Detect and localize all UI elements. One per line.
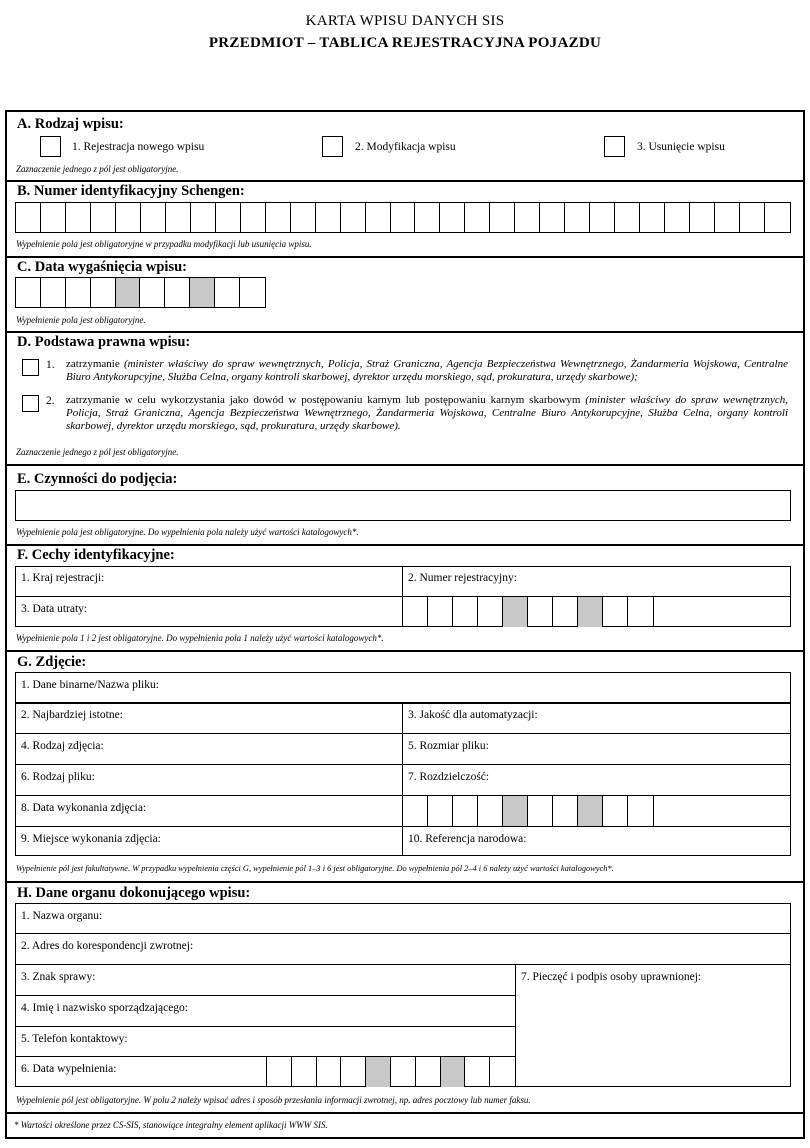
section-separator	[5, 881, 805, 883]
table-divider	[15, 733, 791, 734]
section-c-note: Wypełnienie pola jest obligatoryjne.	[16, 315, 146, 325]
char-cell	[640, 203, 665, 232]
form-title-line2: PRZEDMIOT – TABLICA REJESTRACYJNA POJAZDU	[208, 35, 602, 51]
char-cell	[478, 597, 503, 627]
field-fill-date-label: 6. Data wypełnienia:	[21, 1063, 117, 1075]
char-cell	[478, 796, 503, 826]
char-cell	[16, 203, 41, 232]
char-cell	[690, 203, 715, 232]
char-cell	[465, 1057, 490, 1087]
field-authority-name-label: 1. Nazwa organu:	[21, 910, 103, 922]
char-cell	[441, 1057, 466, 1087]
char-cell	[428, 597, 453, 627]
char-cell	[528, 597, 553, 627]
actions-to-take-input[interactable]	[15, 490, 791, 521]
field-file-type-label: 6. Rodzaj pliku:	[21, 771, 95, 783]
section-a-title: A. Rodzaj wpisu:	[17, 116, 124, 132]
char-cell	[391, 203, 416, 232]
field-stamp-signature-label: 7. Pieczęć i podpis osoby uprawnionej:	[521, 971, 702, 983]
table-divider	[15, 826, 791, 827]
stamp-signature-area[interactable]	[516, 965, 791, 1087]
char-cell	[166, 203, 191, 232]
char-cell	[41, 278, 66, 307]
char-cell	[267, 1057, 292, 1087]
field-national-reference-label: 10. Referencja narodowa:	[408, 833, 527, 845]
field-resolution-label: 7. Rozdzielczość:	[408, 771, 490, 783]
section-h-note: Wypełnienie pól jest obligatoryjne. W polu 2 należy wpisać adres i sposób przesłania informacji zwrotnej, np. adres pocztowy lub numer faksu.	[16, 1095, 531, 1105]
char-cell	[553, 796, 578, 826]
field-loss-date-label: 3. Data utraty:	[21, 603, 88, 615]
char-cell	[241, 203, 266, 232]
loss-date-input[interactable]	[403, 597, 654, 627]
char-cell	[715, 203, 740, 232]
section-e-title: E. Czynności do podjęcia:	[17, 471, 178, 487]
table-divider	[15, 764, 791, 765]
field-contact-phone-label: 5. Telefon kontaktowy:	[21, 1033, 128, 1045]
char-cell	[165, 278, 190, 307]
table-divider	[15, 933, 791, 934]
section-separator	[5, 1112, 805, 1114]
registration-country-input[interactable]	[15, 566, 402, 596]
char-cell	[415, 203, 440, 232]
char-cell	[553, 597, 578, 627]
char-cell	[366, 203, 391, 232]
fill-date-input[interactable]	[266, 1057, 515, 1087]
section-separator	[5, 256, 805, 258]
expiry-date-input[interactable]	[15, 277, 266, 308]
char-cell	[391, 1057, 416, 1087]
field-photo-type-label: 4. Rodzaj zdjęcia:	[21, 740, 104, 752]
option-delete-entry-label: 3. Usunięcie wpisu	[637, 141, 725, 153]
checkbox-new-entry[interactable]	[40, 136, 61, 157]
char-cell	[740, 203, 765, 232]
section-c-title: C. Data wygaśnięcia wpisu:	[17, 259, 187, 275]
option-modify-entry-label: 2. Modyfikacja wpisu	[355, 141, 456, 153]
char-cell	[216, 203, 241, 232]
char-cell	[266, 203, 291, 232]
char-cell	[66, 203, 91, 232]
char-cell	[565, 203, 590, 232]
char-cell	[317, 1057, 342, 1087]
char-cell	[603, 796, 628, 826]
legal-basis-2-text: zatrzymanie w celu wykorzystania jako dowód w postępowaniu karnym lub postępowaniu karnym skarbowym (minister właściwy do spraw wewnętrznych, Policja, Straż Graniczna, Agencja Bezpieczeństwa Wewnętrznego, Żandarmeria Wojskowa, Centralne Biuro Antykorupcyjne, Służba Celna, organy kontroli skarbowej, dyrektor urzędu morskiego, sąd, prokuratura, urzędy skarbowe).	[66, 394, 788, 432]
field-file-size-label: 5. Rozmiar pliku:	[408, 740, 489, 752]
char-cell	[292, 1057, 317, 1087]
char-cell	[91, 203, 116, 232]
char-cell	[453, 796, 478, 826]
char-cell	[91, 278, 116, 307]
section-f-note: Wypełnienie pola 1 i 2 jest obligatoryjne. Do wypełnienia pola 1 należy użyć wartości katalogowych*.	[16, 633, 384, 643]
char-cell	[191, 203, 216, 232]
char-cell	[190, 278, 215, 307]
char-cell	[16, 278, 41, 307]
char-cell	[578, 597, 603, 627]
field-case-number-label: 3. Znak sprawy:	[21, 971, 96, 983]
char-cell	[603, 597, 628, 627]
option-new-entry-label: 1. Rejestracja nowego wpisu	[72, 141, 205, 153]
field-automation-quality-label: 3. Jakość dla automatyzacji:	[408, 709, 538, 721]
section-e-note: Wypełnienie pola jest obligatoryjne. Do wypełnienia pola należy użyć wartości katalogowych*.	[16, 527, 359, 537]
checkbox-delete-entry[interactable]	[604, 136, 625, 157]
char-cell	[490, 203, 515, 232]
form-title-line1: KARTA WPISU DANYCH SIS	[305, 13, 505, 29]
char-cell	[341, 203, 366, 232]
section-f-title: F. Cechy identyfikacyjne:	[17, 547, 175, 563]
char-cell	[366, 1057, 391, 1087]
char-cell	[316, 203, 341, 232]
char-cell	[141, 278, 166, 307]
char-cell	[665, 203, 690, 232]
char-cell	[578, 796, 603, 826]
schengen-id-input[interactable]	[15, 202, 791, 233]
photo-date-input[interactable]	[403, 796, 654, 826]
char-cell	[116, 203, 141, 232]
section-g-title: G. Zdjęcie:	[17, 654, 87, 670]
char-cell	[428, 796, 453, 826]
table-divider	[15, 995, 515, 996]
char-cell	[440, 203, 465, 232]
section-separator	[5, 464, 805, 466]
section-d-title: D. Podstawa prawna wpisu:	[17, 334, 191, 350]
checkbox-modify-entry[interactable]	[322, 136, 343, 157]
char-cell	[141, 203, 166, 232]
char-cell	[503, 597, 528, 627]
char-cell	[503, 796, 528, 826]
legal-basis-1-text: zatrzymanie (minister właściwy do spraw wewnętrznych, Policja, Straż Graniczna, Agencja Bezpieczeństwa Wewnętrznego, Żandarmeria Wojskowa, Centralne Biuro Antykorupcyjne, Służba Celna, organy kontroli skarbowej, dyrektor urzędu morskiego, sąd, prokuratura, urzędy skarbowe);	[66, 358, 788, 383]
checkbox-legal-basis-1[interactable]	[22, 359, 39, 376]
field-most-relevant-label: 2. Najbardziej istotne:	[21, 709, 123, 721]
char-cell	[465, 203, 490, 232]
char-cell	[215, 278, 240, 307]
char-cell	[341, 1057, 366, 1087]
field-binary-data-label: 1. Dane binarne/Nazwa pliku:	[21, 679, 159, 691]
char-cell	[453, 597, 478, 627]
char-cell	[416, 1057, 441, 1087]
section-separator	[5, 180, 805, 182]
field-registration-country-label: 1. Kraj rejestracji:	[21, 572, 105, 584]
table-divider	[402, 703, 403, 856]
field-preparer-name-label: 4. Imię i nazwisko sporządzającego:	[21, 1002, 189, 1014]
char-cell	[403, 796, 428, 826]
section-d-note: Zaznaczenie jednego z pól jest obligatoryjne.	[16, 447, 179, 457]
section-h-title: H. Dane organu dokonującego wpisu:	[17, 885, 251, 901]
legal-basis-1-number: 1.	[46, 359, 55, 371]
char-cell	[515, 203, 540, 232]
char-cell	[403, 597, 428, 627]
legal-basis-2-number: 2.	[46, 395, 55, 407]
char-cell	[41, 203, 66, 232]
char-cell	[528, 796, 553, 826]
section-separator	[5, 331, 805, 333]
table-divider	[15, 1026, 515, 1027]
char-cell	[116, 278, 141, 307]
section-a-note: Zaznaczenie jednego z pól jest obligatoryjne.	[16, 164, 179, 174]
field-registration-number-label: 2. Numer rejestracyjny:	[408, 572, 517, 584]
registration-number-input[interactable]	[403, 566, 791, 596]
field-photo-date-label: 8. Data wykonania zdjęcia:	[21, 802, 147, 814]
field-photo-place-label: 9. Miejsce wykonania zdjęcia:	[21, 833, 161, 845]
section-g-note: Wypełnienie pól jest fakultatywne. W przypadku wypełnienia części G, wypełnienie pól 1–3 i 6 jest obligatoryjne. Do wypełnienia pól 2–4 i 6 należy użyć wartości katalogowych*.	[16, 864, 614, 873]
field-return-address-label: 2. Adres do korespondencji zwrotnej:	[21, 940, 194, 952]
section-b-title: B. Numer identyfikacyjny Schengen:	[17, 183, 245, 199]
section-b-note: Wypełnienie pola jest obligatoryjne w przypadku modyfikacji lub usunięcia wpisu.	[16, 239, 312, 249]
checkbox-legal-basis-2[interactable]	[22, 395, 39, 412]
char-cell	[615, 203, 640, 232]
section-separator	[5, 544, 805, 546]
char-cell	[291, 203, 316, 232]
char-cell	[590, 203, 615, 232]
char-cell	[66, 278, 91, 307]
section-separator	[5, 650, 805, 652]
char-cell	[540, 203, 565, 232]
footer-note: * Wartości określone przez CS-SIS, stanowiące integralny element aplikacji WWW SIS.	[14, 1120, 328, 1130]
